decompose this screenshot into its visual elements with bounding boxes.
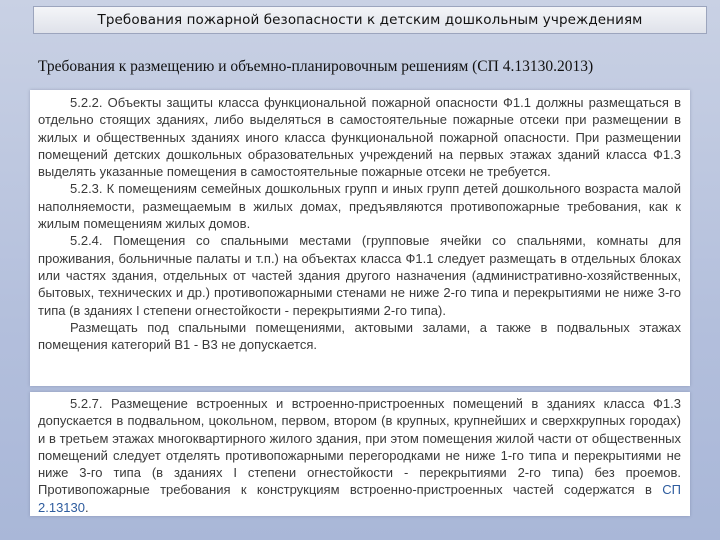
- paragraph-5-2-7: [38, 395, 681, 516]
- document-excerpt-1: [30, 90, 690, 386]
- document-excerpt-2: [30, 392, 690, 516]
- slide-subtitle: Требования к размещению и объемно-планировочным решениям (СП 4.13130.2013): [38, 58, 594, 75]
- reference-link[interactable]: СП 2.13130: [38, 482, 681, 515]
- paragraph-5-2-2: 5.2.2. Объекты защиты класса функциональной пожарной опасности Ф1.1 должны размещаться в отдельно стоящих зданиях, либо выделяться в самостоятельные пожарные отсеки при размещении в жилых и общественных зданиях иного класса функциональной пожарной опасности. При размещении помещений детских дошкольных образовательных учреждений на первых этажах зданий класса Ф1.3 выделять указанные помещения в самостоятельные пожарные отсеки не требуется.: [38, 95, 681, 180]
- paragraph-5-2-7-end: .: [85, 499, 89, 515]
- paragraph-5-2-4-continued: Размещать под спальными помещениями, актовыми залами, а также в подвальных этажах помещения категорий В1 - В3 не допускается.: [38, 319, 681, 353]
- slide-title: Требования пожарной безопасности к детским дошкольным учреждениям: [97, 12, 643, 28]
- paragraph-5-2-4: 5.2.4. Помещения со спальными местами (групповые ячейки со спальнями, комнаты для проживания, больничные палаты и т.п.) на объектах класса Ф1.1 следует размещать в отдельных блоках или частях здания, отдельных от частей здания другого назначения (административно-хозяйственных, бытовых, технических и др.) противопожарными стенами не ниже 2-го типа и перекрытиями не ниже 3-го типа (в зданиях I степени огнестойкости - перекрытиями 2-го типа).: [38, 233, 681, 318]
- paragraph-5-2-7-text: 5.2.7. Размещение встроенных и встроенно-пристроенных помещений в зданиях класса Ф1.3 допускается в подвальном, цокольном, первом, втором (в крупных, крупнейших и сверхкрупных городах) и в третьем этажах многоквартирного жилого здания, при этом помещения жилой части от общественных помещений следует отделять противопожарными перегородками не ниже 1-го типа и перекрытиями не ниже 3-го типа (в зданиях I степени огнестойкости - перекрытиями 2-го типа) без проемов. Противопожарные требования к конструкциям встроенно-пристроенных частей содержатся в: [38, 396, 681, 498]
- paragraph-5-2-3: 5.2.3. К помещениям семейных дошкольных групп и иных групп детей дошкольного возраста малой наполняемости, размещаемым в жилых домах, предъявляются противопожарные требования, как к жилым помещениям жилых домов.: [38, 181, 681, 232]
- slide-title-bar: [33, 6, 707, 34]
